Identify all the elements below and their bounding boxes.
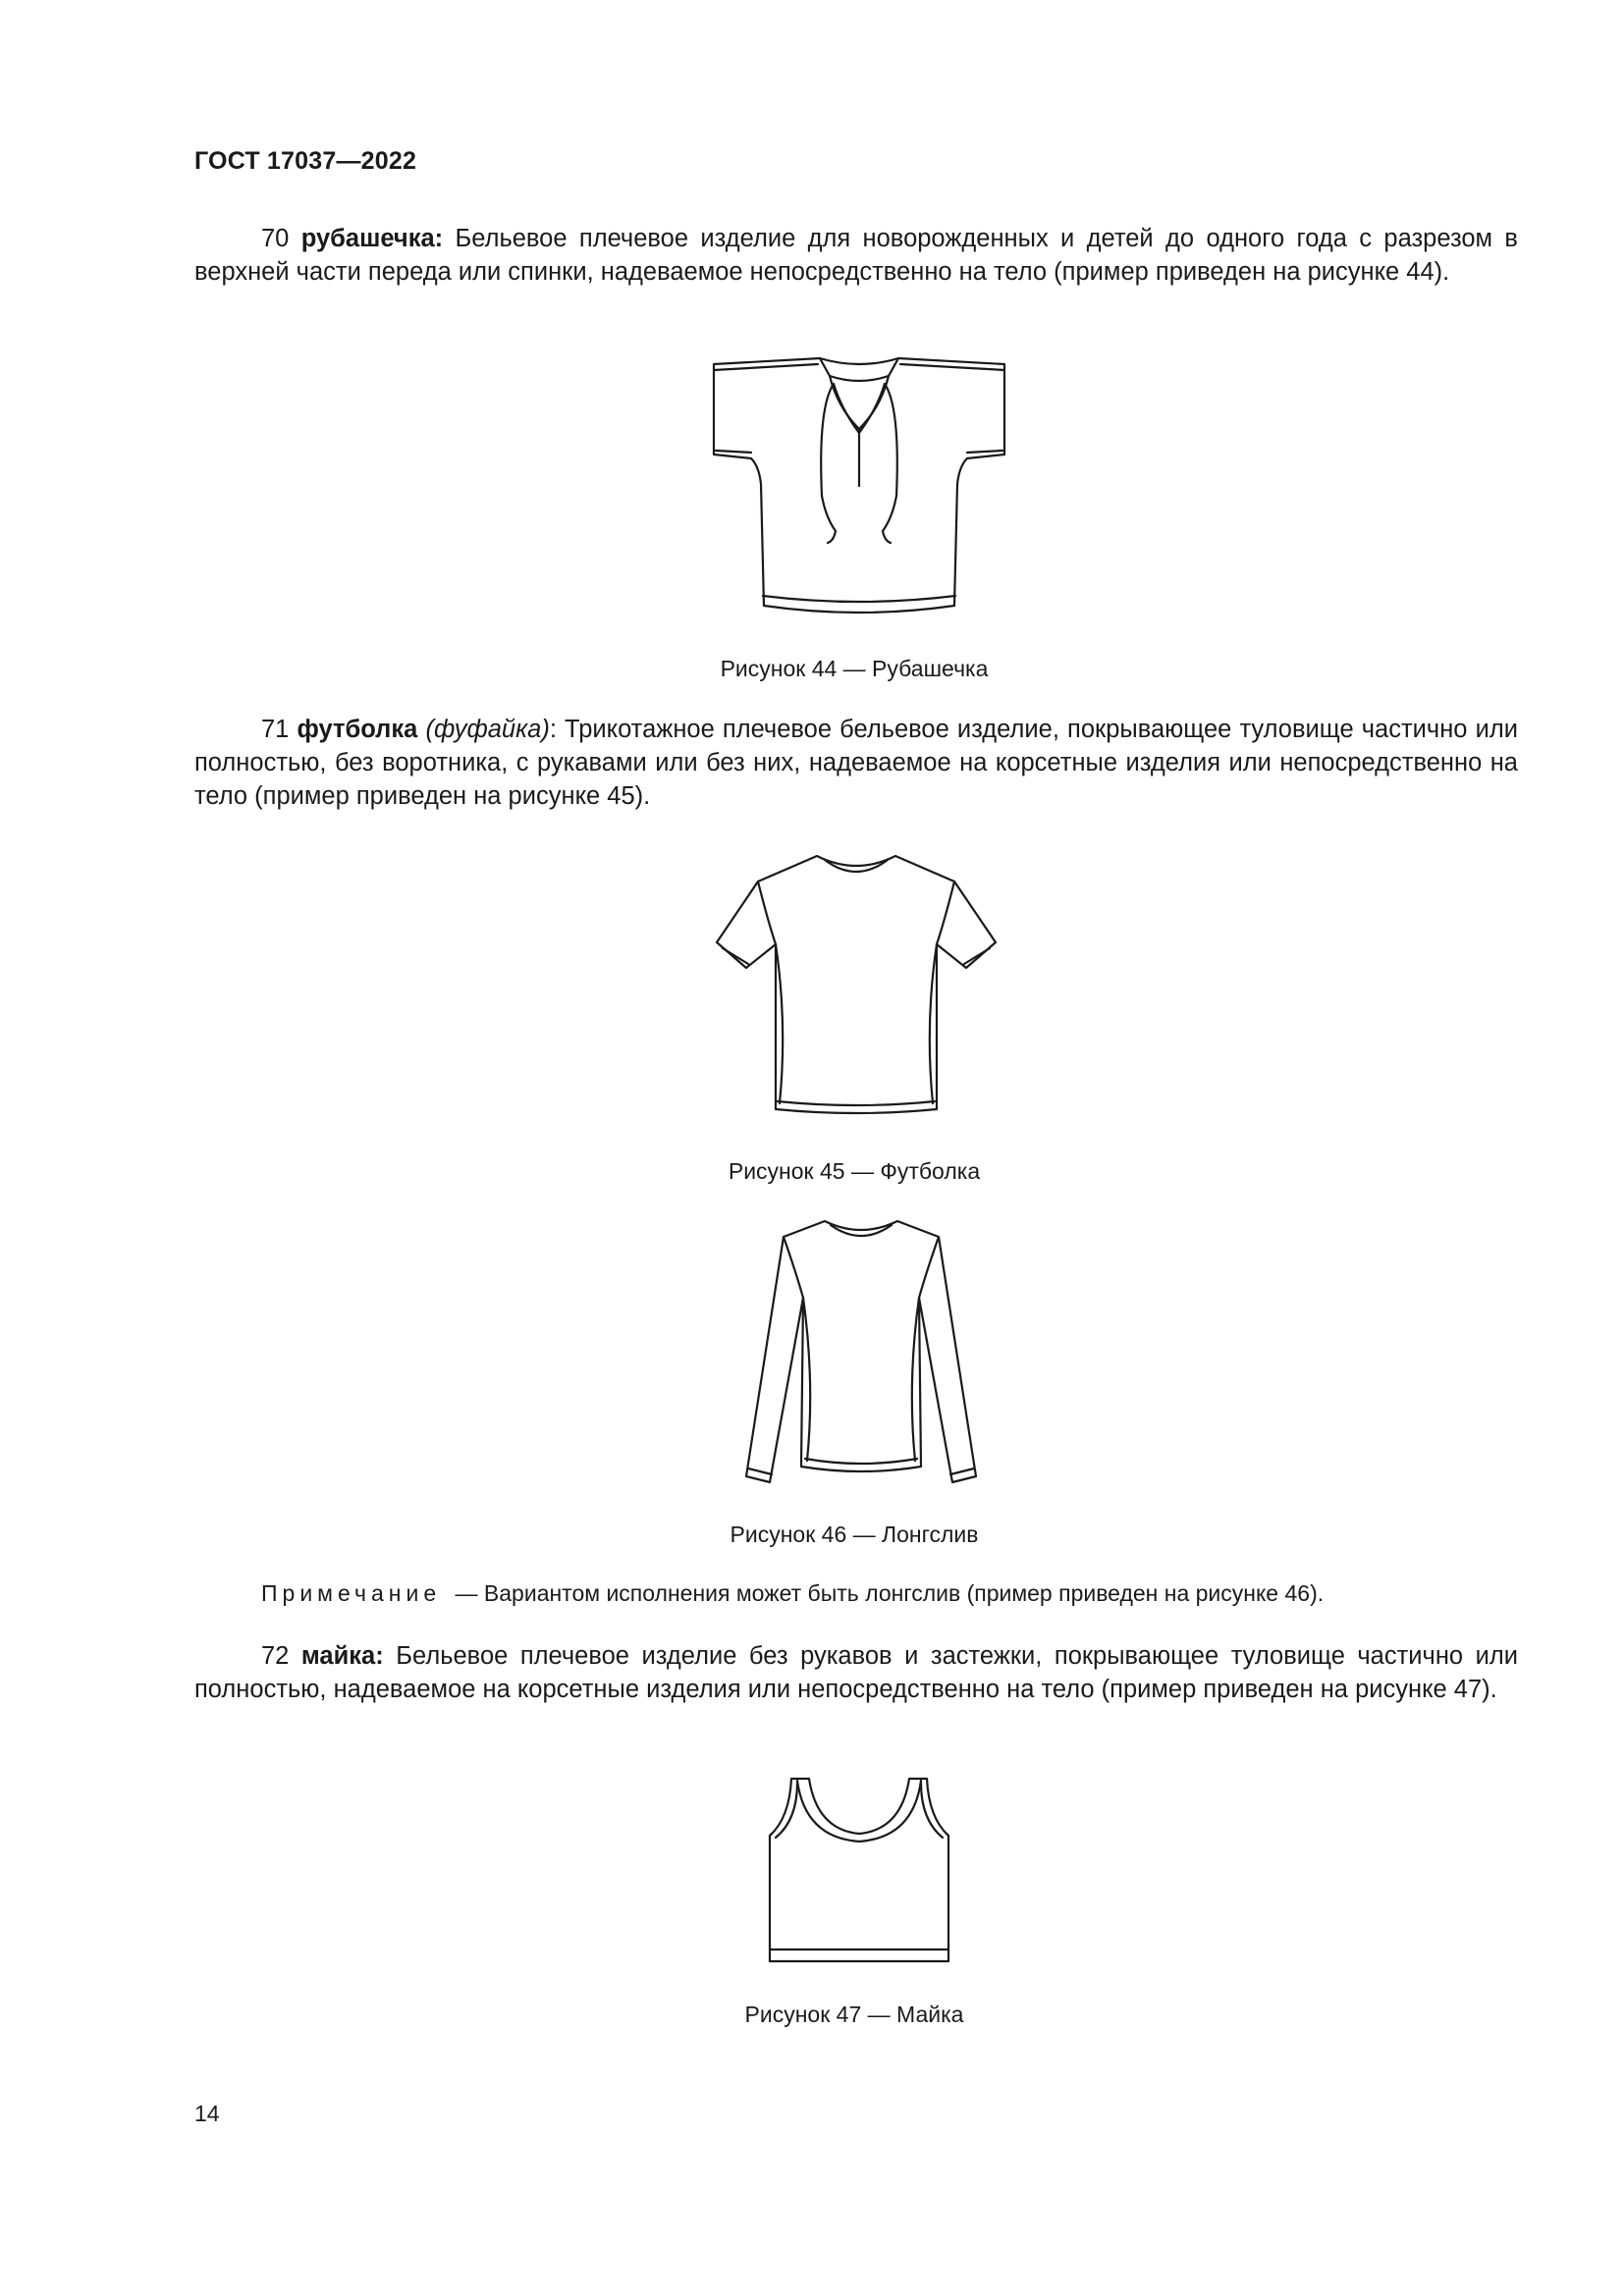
entry-number: 71	[261, 716, 290, 743]
entry-term: майка:	[300, 1642, 384, 1670]
entry-term-alt: (фуфайка)	[425, 716, 550, 743]
entry-definition: Бельевое плечевое изделие без рукавов и застежки, покрывающее туловище частично или полностью, надеваемое на корсетные изделия или непосредственно на тело (пример приведен на рисунке 47).	[194, 1642, 1518, 1703]
note-label: Примечание	[261, 1580, 442, 1606]
figure-caption: Рисунок 45 — Футболка	[728, 1158, 981, 1184]
term-entry-70	[194, 222, 1518, 289]
page-number: 14	[194, 2101, 220, 2126]
term-entry-72	[194, 1639, 1518, 1706]
entry-definition: Бельевое плечевое изделие для новорожденных и детей до одного года с разрезом в верхней части переда или спинки, надеваемое непосредственно на тело (пример приведен на рисунке 44).	[194, 225, 1518, 286]
figure-caption: Рисунок 46 — Лонгслив	[730, 1522, 979, 1547]
longsleeve-drawing	[729, 1215, 994, 1490]
entry-term: футболка	[297, 716, 418, 743]
tank-top-drawing	[756, 1775, 962, 1971]
entry-definition: : Трикотажное плечевое бельевое изделие, покрывающее туловище частично или полностью, без воротника, с рукавами или без них, надеваемое на корсетные изделия или непосредственно на тело (пример приведен на рисунке 45).	[194, 716, 1518, 810]
figure-caption: Рисунок 44 — Рубашечка	[720, 656, 989, 681]
entry-number: 70	[261, 225, 290, 252]
document-header: ГОСТ 17037—2022	[194, 147, 417, 175]
entry-number: 72	[261, 1642, 290, 1670]
t-shirt-drawing	[709, 846, 1003, 1121]
baby-shirt-drawing	[702, 348, 1016, 623]
entry-term: рубашечка:	[300, 225, 444, 252]
note	[261, 1580, 1324, 1607]
note-text: — Вариантом исполнения может быть лонгслив (пример приведен на рисунке 46).	[449, 1580, 1325, 1606]
figure-caption: Рисунок 47 — Майка	[744, 2002, 964, 2027]
term-entry-71	[194, 713, 1518, 813]
